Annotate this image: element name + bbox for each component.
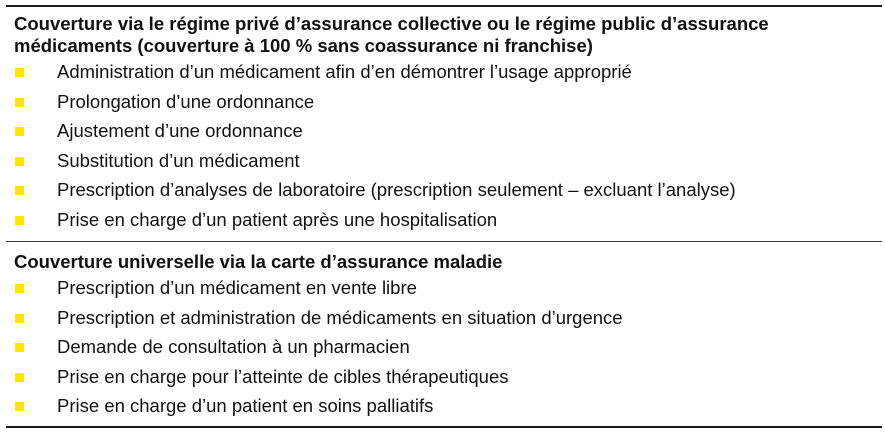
coverage-section-private [14,13,874,235]
list-item-label: Prescription d’un médicament en vente libre [57,277,417,298]
section-heading: Couverture universelle via la carte d’assurance maladie [14,251,503,272]
square-bullet-icon [15,98,24,107]
square-bullet-icon [15,68,24,77]
list-item [14,88,874,118]
square-bullet-icon [15,157,24,166]
list-item [14,58,874,88]
list-item [14,176,874,206]
list-item-label: Prise en charge d’un patient en soins palliatifs [57,395,434,416]
square-bullet-icon [15,127,24,136]
square-bullet-icon [15,314,24,323]
list-item [14,392,874,422]
bottom-rule [6,426,882,428]
list-item [14,206,874,236]
list-item [14,147,874,177]
square-bullet-icon [15,343,24,352]
list-item-label: Prescription d’analyses de laboratoire (prescription seulement – excluant l’analyse) [57,179,736,200]
square-bullet-icon [15,186,24,195]
list-item-label: Prise en charge pour l’atteinte de cibles thérapeutiques [57,365,509,387]
square-bullet-icon [15,373,24,382]
top-rule [6,5,882,7]
coverage-section-universal [14,251,874,422]
square-bullet-icon [15,284,24,293]
list-item [14,274,874,304]
list-item [14,304,874,334]
service-list [14,58,874,235]
list-item-label: Prise en charge d’un patient après une hospitalisation [57,208,498,230]
service-list [14,274,874,422]
section-heading: Couverture via le régime privé d’assurance collective ou le régime public d’assurance médicaments (couverture à 100 % sans coassurance ni franchise) [14,13,769,56]
list-item [14,333,874,363]
list-item-label: Prescription et administration de médicaments en situation d’urgence [57,306,623,328]
square-bullet-icon [15,216,24,225]
list-item-label: Ajustement d’une ordonnance [57,120,303,141]
section-divider [6,241,882,242]
list-item [14,117,874,147]
list-item-label: Administration d’un médicament afin d’en démontrer l’usage approprié [57,61,632,82]
list-item-label: Demande de consultation à un pharmacien [57,336,410,357]
list-item [14,363,874,393]
square-bullet-icon [15,402,24,411]
list-item-label: Prolongation d’une ordonnance [57,90,315,112]
list-item-label: Substitution d’un médicament [57,149,300,171]
